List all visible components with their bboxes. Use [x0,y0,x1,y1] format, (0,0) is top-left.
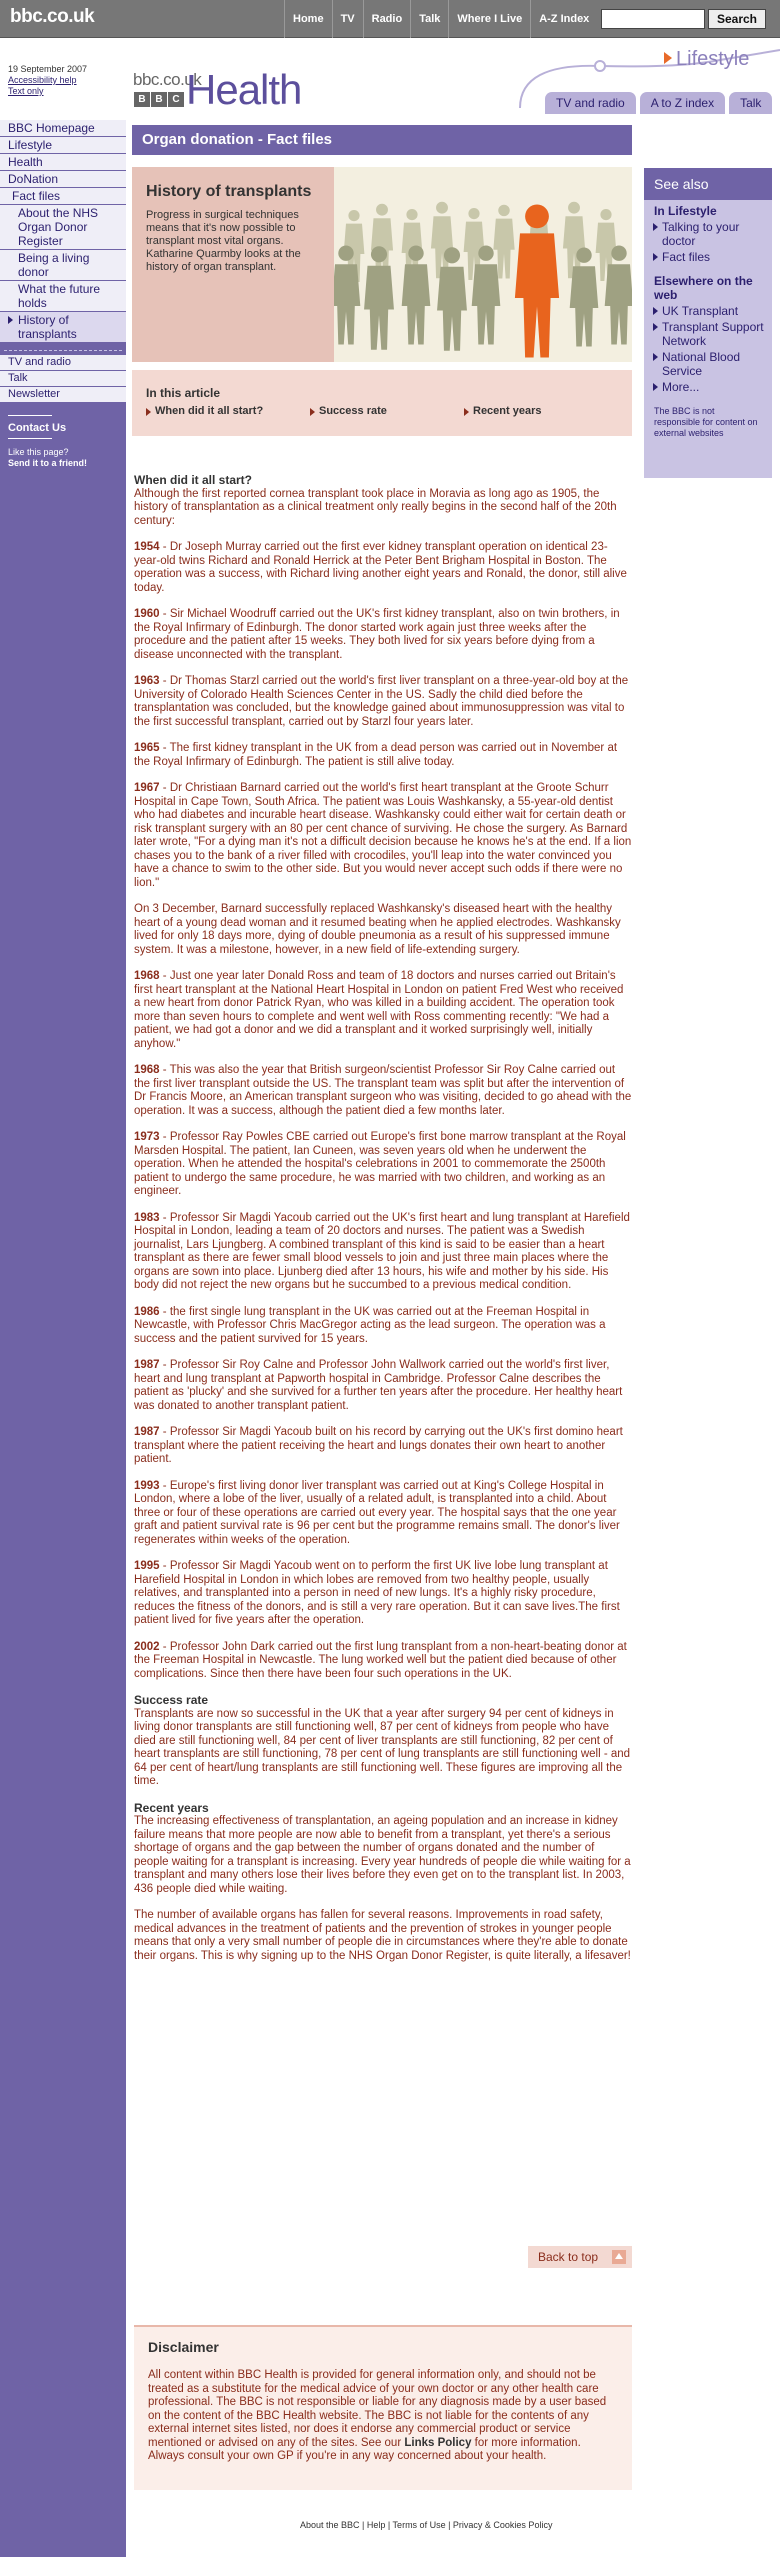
footer-links[interactable]: About the BBC | Help | Terms of Use | Privacy & Cookies Policy [300,2520,553,2530]
external-sites-note: The BBC is not responsible for content on external websites [654,406,758,438]
nav-lifestyle[interactable]: Lifestyle [0,137,126,154]
heading-recent-years: Recent years [134,1800,209,1815]
entry-year: 1967 [134,782,160,794]
entry-year: 1954 [134,541,160,553]
bbc-block-b1: B [134,92,150,107]
nav-az-index[interactable]: A-Z Index [530,0,597,38]
timeline-entry [134,1560,632,1628]
hero-title: History of transplants [146,183,312,200]
nav-where-i-live[interactable]: Where I Live [448,0,530,38]
brand-site: bbc.co.uk [133,70,202,89]
hero-intro: Progress in surgical techniques means that it's now possible to transplant most vital organs. Katharine Quarmby looks at the history of organ transplant. [146,209,301,273]
timeline-entry [134,1480,632,1548]
nav-living-donor[interactable]: Being a living donor [0,250,126,281]
entry-year: 1987 [134,1359,160,1371]
top-bar [0,0,780,38]
entry-text: - Just one year later Donald Ross and team of 18 doctors and nurses carried out Britain's first heart transplant at the National Heart Hospital in London on patient Fred West who received a new heart from donor Patrick Ryan, who was killed in a building accident. The operation took more than seven hours to complete and went well with Ross commenting recently: "We had a patient, we had got a donor and we did a transplant and it worked surprisingly well, initially anyhow." [134,970,624,1050]
entry-year: 1963 [134,675,160,687]
entry-text: - The first kidney transplant in the UK from a dead person was carried out in November at the Royal Infirmary of Edinburgh. The patient is still alive today. [134,742,618,768]
nav-future[interactable]: What the future holds [0,281,126,312]
in-lifestyle-heading: In Lifestyle [654,204,717,218]
link-fact-files[interactable]: Fact files [644,250,772,266]
nav-newsletter[interactable]: Newsletter [0,387,126,403]
in-this-article [132,370,632,436]
timeline-entry [134,970,632,1051]
back-to-top-label: Back to top [538,2250,599,2264]
lifestyle-arrow-icon [664,52,672,64]
timeline-entry [134,903,632,957]
recent-paragraph-2: The number of available organs has fallen for several reasons. Improvements in road safety, medical advances in the treatment of patients and the prevention of strokes in younger people means that only a very small number of people die in circumstances where they're able to donate their organs. This is why signing up to the NHS Organ Donor Register, is quite literally, a lifesaver! [134,1909,631,1962]
entry-text: - Professor Sir Magdi Yacoub went on to perform the first UK live lobe lung transplant at Harefield Hospital in London in which lobes are removed from two healthy people, usually relatives, and transplanted into a person in need of new lungs. It's a highly risky procedure, reduces the fitness of the donors, and is still a very rare operation. But it can save lives.The first patient lived for five years after the operation. [134,1560,620,1626]
like-text: Like this page? [8,447,69,457]
entry-text: - Europe's first living donor liver transplant was carried out at King's College Hospital in London, where a lobe of the liver, usually of a related adult, is transplanted into a child. About three or four of these operations are carried out every year. The hospital says that the one year graft and patient survival rate is 96 per cent but the programme remains small. The donor's liver regenerates within weeks of the operation. [134,1479,620,1546]
heading-when-start: When did it all start? [134,473,253,487]
see-also-heading: See also [644,168,772,200]
disclaimer-text-part2: for more information. Always consult your own GP if you're in any way concerned about your health. [148,2436,581,2462]
entry-year: 1986 [134,1305,160,1318]
hero-text-panel [132,167,334,362]
tab-talk[interactable]: Talk [729,92,772,114]
timeline-entry [134,1426,632,1467]
entry-text: - the first single lung transplant in the UK was carried out at the Freeman Hospital in Newcastle, with Professor Chris MacGregor acting as the lead surgeon. The operation was a success and the patient survived for 15 years. [134,1305,606,1345]
accessibility-link[interactable]: Accessibility help [8,75,77,85]
search-button[interactable]: Search [708,9,766,29]
entry-text: - Professor Ray Powles CBE carried out Europe's first bone marrow transplant at the Royal Marsden Hospital. The patient, Ian Cuneen, was seven years old when he underwent the operation. When he attended the hospital's celebrations in 2001 to commemorate the 2500th patient to undergo the same procedure, he was married with two children, and working as an engineer. [134,1131,626,1197]
link-talking-to-doctor[interactable]: Talking to your doctor [644,220,772,250]
timeline-entry [134,675,632,729]
crowd-illustration [334,167,632,362]
timeline-entry [134,782,632,890]
jump-when-did-it-start[interactable]: When did it all start? [146,405,310,417]
timeline-entry [134,1131,632,1199]
entry-text: On 3 December, Barnard successfully replaced Washkansky's diseased heart with the healthy heart of a young dead woman and it resumed beating when he applied electrodes. Washkansky lived for only 18 days more, dying of double pneumonia as a result of his suppressed immune system. It was a milestone, however, in a new field of life-extending surgery. [134,903,621,956]
entry-text: - Dr Joseph Murray carried out the first ever kidney transplant operation on identical 23-year-old twins Richard and Ronald Herrick at the Peter Bent Brigham Hospital in Boston. The operation was a success, with Richard living another eight years and Ronald, the donor, still alive today. [134,541,627,594]
tab-tv-and-radio[interactable]: TV and radio [545,92,636,114]
back-to-top-button[interactable] [528,2246,632,2268]
entry-text: - This was also the year that British surgeon/scientist Professor Sir Roy Calne carried out the first liver transplant outside the US. The transplant team was split but after the intervention of Dr Francis Moore, an American transplant surgeon who was visiting, decided to go ahead with the operation. It was a success, although the patient died a few months later. [134,1064,632,1117]
nav-tv[interactable]: TV [332,0,363,38]
timeline-entries [134,541,632,1681]
nav-fact-files[interactable]: Fact files [0,188,126,205]
timeline-entry [134,608,632,662]
highlighted-person [515,205,559,358]
date-block [8,64,87,97]
success-paragraph: Transplants are now so successful in the UK that a year after surgery 94 per cent of kidneys in living donor transplants are still functioning well, 87 per cent of kidneys from people who have died are still functioning well, 84 per cent of liver transplants are still functioning, 82 per cent of heart transplants are still functioning, 78 per cent of lung transplants are still functioning well - and 64 per cent of heart/lung transplants are still functioning well. These figures are improving all the time. [134,1707,631,1787]
jump-recent-years[interactable]: Recent years [464,405,542,417]
nav-about-nhs-register[interactable]: About the NHS Organ Donor Register [0,205,126,250]
timeline-entry [134,1359,632,1413]
timeline-entry [134,1641,632,1682]
nav-tv-radio[interactable]: TV and radio [0,355,126,371]
disclaimer-box [134,2325,632,2490]
link-transplant-support[interactable]: Transplant Support Network [644,320,772,350]
link-more[interactable]: More... [644,380,772,396]
nav-bbc-homepage[interactable]: BBC Homepage [0,120,126,137]
nav-radio[interactable]: Radio [363,0,411,38]
entry-year: 1968 [134,970,160,982]
link-uk-transplant[interactable]: UK Transplant [644,304,772,320]
timeline-entry [134,1212,632,1293]
entry-text: - Professor Sir Magdi Yacoub carried out the UK's first heart and lung transplant at Harefield Hospital in London, leading a team of 20 doctors and nurses. The patient was a Swedish journalist, Lars Ljungberg. A combined transplant of this kind is said to be easier than a heart transplant as there are fewer small blood vessels to join and just three main places where the organs are sown into place. Ljunberg died after 13 hours, his wife and mother by his side. His body did not reject the new organs but he succumbed to a previous medical condition. [134,1211,630,1291]
nav-home[interactable]: Home [284,0,332,38]
elsewhere-heading: Elsewhere on the web [654,274,753,302]
entry-year: 1983 [134,1211,160,1224]
links-policy-link[interactable]: Links Policy [404,2436,472,2449]
link-national-blood[interactable]: National Blood Service [644,350,772,380]
lifestyle-logo[interactable]: Lifestyle [676,48,750,70]
timeline-entry [134,1306,632,1347]
nav-talk[interactable]: Talk [410,0,448,38]
entry-text: - Dr Thomas Starzl carried out the world's first liver transplant on a three-year-old boy at the University of Colorado Health Sciences Center in the US. Sadly the child died before the transplantation was concluded, but the knowledge gained about immunosuppression was vital to the first successful transplant, carried out by Starzl four years later. [134,675,629,728]
intro-paragraph: Although the first reported cornea transplant took place in Moravia as long ago as 1905, the history of transplantation as a clinical treatment only really begins in the second half of the 20th century: [134,487,617,527]
entry-text: - Professor Sir Magdi Yacoub built on his record by carrying out the UK's first domino heart transplant where the patient receiving the heart and lungs donates their own heart to another patient. [134,1426,623,1465]
bbc-logo[interactable]: bbc.co.uk [10,6,95,27]
in-article-heading: In this article [146,386,221,400]
entry-text: - Professor Sir Roy Calne and Professor John Wallwork carried out the world's first liver, heart and lung transplant at Papworth hospital in Cambridge. Professor Calne describes the patient as 'plucky' and she survived for a further ten years after the procedure. Her healthy heart was donated to another transplant patient. [134,1359,623,1412]
entry-year: 1987 [134,1426,160,1438]
tab-a-to-z-index[interactable]: A to Z index [640,92,725,114]
entry-year: 1968 [134,1064,160,1076]
section-title[interactable]: Health [186,66,302,113]
nav-talk[interactable]: Talk [0,371,126,387]
send-to-friend[interactable] [0,439,126,469]
timeline-entry [134,742,632,769]
entry-year: 1973 [134,1131,160,1143]
disclaimer-text [148,2369,618,2464]
arrow-up-icon [612,2250,626,2264]
entry-year: 1993 [134,1479,160,1492]
send-friend-link[interactable]: Send it to a friend! [8,458,88,468]
timeline-entry [134,541,632,595]
entry-year: 1960 [134,608,160,620]
nav-health[interactable]: Health [0,154,126,171]
disclaimer-text-part1: All content within BBC Health is provided for general information only, and should not be treated as a substitute for the medical advice of your own doctor or any other health care professional. The BBC is not responsible or liable for any diagnosis made by a user based on the content of the BBC Health website. The BBC is not liable for the contents of any external internet sites listed, nor does it endorse any commercial product or service mentioned or advised on any of the sites. See our [148,2369,607,2449]
page-title: Organ donation - Fact files [132,125,632,155]
bbc-block-c: C [168,92,184,107]
bbc-blocks-logo [134,92,184,107]
article-body [134,474,632,1976]
hero-image [334,167,632,362]
in-article-links [146,405,618,417]
nav-history-transplants[interactable]: History of transplants [0,312,126,343]
date-text: 19 September 2007 [8,64,88,74]
recent-paragraph-1: The increasing effectiveness of transplantation, an ageing population and an increase in kidney failure means that more people are now able to benefit from a transplant, yet there's a serious shortage of organs and the gap between the number of organs donated and the number of people waiting for a transplant is increasing. Every year hundreds of people die while waiting for a transplant and many others lose their lives before they even get on to the transplant list. In 2003, 436 people died while waiting. [134,1815,631,1895]
global-nav [284,0,597,38]
heading-success-rate: Success rate [134,1693,209,1707]
nav-separator [4,343,122,351]
entry-year: 1965 [134,742,160,754]
entry-text: - Professor John Dark carried out the first lung transplant from a non-heart-beating donor at the Freeman Hospital in Newcastle. The lung worked well but the patient died because of other complications. Since then there have been four such operations in the UK. [134,1640,627,1680]
see-also-panel [644,168,772,478]
nav-donation[interactable]: DoNation [0,171,126,188]
jump-success-rate[interactable]: Success rate [310,405,464,417]
disclaimer-heading: Disclaimer [148,2339,219,2355]
timeline-entry [134,1064,632,1118]
search-input[interactable] [601,9,705,29]
text-only-link[interactable]: Text only [8,86,44,96]
lifestyle-tabs [545,92,772,114]
entry-text: - Sir Michael Woodruff carried out the UK's first kidney transplant, also on twin brothers, in the Royal Infirmary of Edinburgh. The donor started work again just three weeks after the procedure and the patient after 15 weeks. They both lived for six years before dying from a disease unconnected with the transplant. [134,608,620,661]
left-navigation [0,120,126,2557]
entry-year: 1995 [134,1560,160,1572]
entry-year: 2002 [134,1640,160,1653]
bbc-block-b2: B [151,92,167,107]
site-header [0,38,780,120]
contact-us-link[interactable]: Contact Us [8,422,67,434]
entry-text: - Dr Christiaan Barnard carried out the world's first heart transplant at the Groote Schurr Hospital in Cape Town, South Africa. The patient was Louis Washkansky, a 55-year-old dentist who had diabetes and incurable heart disease. Washkansky could either wait for certain death or risk transplant surgery with an 80 per cent chance of surviving. He chose the surgery. As Barnard later wrote, "For a dying man it's not a difficult decision because he knows he's at the end. If a lion chases you to the bank of a river filled with crocodiles, you'll leap into the water convinced you have a chance to swim to the other side. But you would never accept such odds if there were no lion." [134,782,632,889]
